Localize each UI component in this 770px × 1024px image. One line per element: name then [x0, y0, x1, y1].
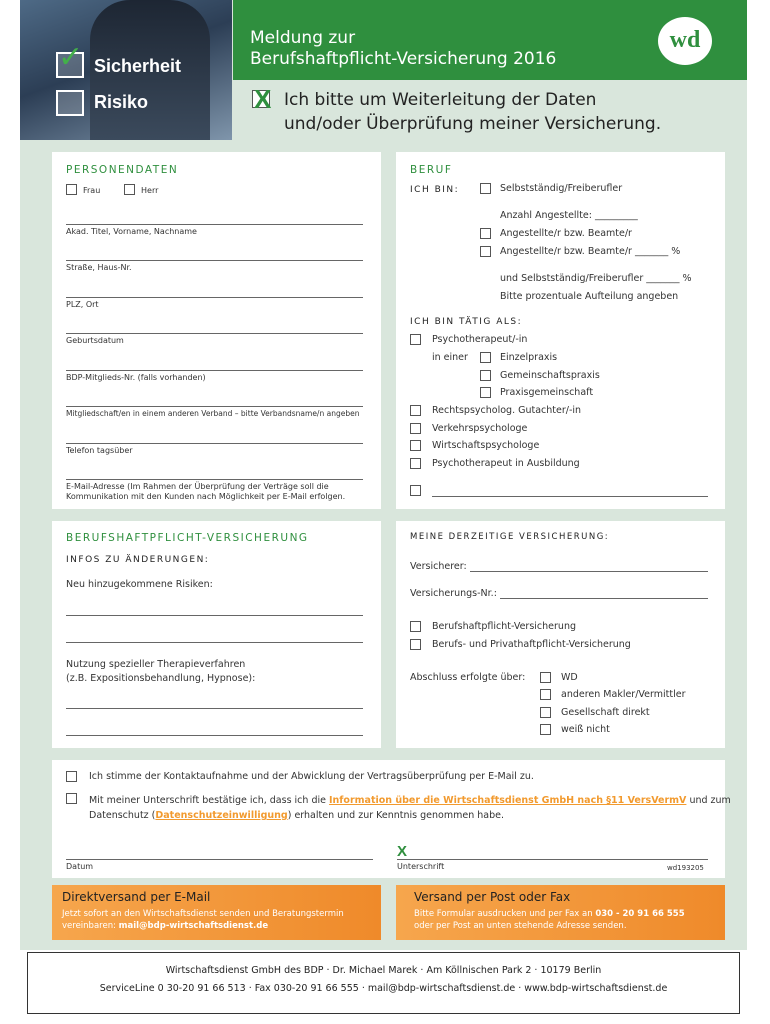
unterschrift-checkbox[interactable]	[66, 793, 77, 804]
gesellschaft-checkbox[interactable]	[540, 707, 551, 718]
name-input[interactable]	[66, 224, 363, 225]
beruf-title: BERUF	[410, 164, 453, 176]
photo-label-risiko: Risiko	[94, 92, 149, 112]
in-einer-label: in einer	[432, 352, 468, 363]
datenschutz-link[interactable]: Datenschutzeinwilligung	[155, 810, 288, 821]
bhv-title: BERUFSHAFTPFLICHT-VERSICHERUNG	[66, 532, 309, 544]
infos-title: INFOS ZU ÄNDERUNGEN:	[66, 555, 210, 565]
unterschrift-field-label: Unterschrift	[397, 862, 445, 871]
other-association-input[interactable]	[66, 406, 363, 407]
kontakt-label: Ich stimme der Kontaktaufnahme und der Abwicklung der Vertragsüberprüfung per E-Mail zu.	[89, 771, 534, 782]
gemeinschaftspraxis-label: Gemeinschaftspraxis	[500, 370, 600, 381]
praxisgemeinschaft-label: Praxisgemeinschaft	[500, 387, 594, 398]
rechtspsychologe-checkbox[interactable]	[410, 405, 421, 416]
ich-bin-label: ICH BIN:	[410, 185, 460, 195]
unterschrift-label: Mit meiner Unterschrift bestätige ich, dass ich die Information über die Wirtschaftsdienst GmbH nach §11 VersVermV und zum Datenschutz (Datenschutzeinwilligung) erhalten und zur Kenntnis genommen habe.	[89, 795, 731, 821]
makler-checkbox[interactable]	[540, 689, 551, 700]
member-number-label: BDP-Mitglieds-Nr. (falls vorhanden)	[66, 373, 206, 382]
verkehrspsychologe-checkbox[interactable]	[410, 423, 421, 434]
phone-input[interactable]	[66, 443, 363, 444]
prozent-hint: Bitte prozentuale Aufteilung angeben	[500, 291, 679, 302]
wirtschaftspsychologe-checkbox[interactable]	[410, 440, 421, 451]
bhv-label: Berufshaftpflicht-Versicherung	[432, 621, 576, 632]
berufs-privat-label: Berufs- und Privathaftpflicht-Versicherung	[432, 639, 631, 650]
street-input[interactable]	[66, 260, 363, 261]
nutzung-input-1[interactable]	[66, 708, 363, 709]
other-profession-checkbox[interactable]	[410, 485, 421, 496]
form-title: Meldung zur Berufshaftpflicht-Versicherung 2016	[250, 28, 557, 69]
member-number-input[interactable]	[66, 370, 363, 371]
verkehrspsychologe-label: Verkehrspsychologe	[432, 423, 528, 434]
direktversand-title: Direktversand per E-Mail	[62, 890, 211, 904]
selbststaendig-checkbox[interactable]	[480, 183, 491, 194]
angestellte-prozent-label: Angestellte/r bzw. Beamte/r _______ %	[500, 246, 681, 257]
datum-label: Datum	[66, 862, 94, 871]
other-profession-input[interactable]	[432, 496, 708, 497]
angestellte-prozent-checkbox[interactable]	[480, 246, 491, 257]
angestellte-label: Angestellte/r bzw. Beamte/r	[500, 228, 632, 239]
risiken-input-2[interactable]	[66, 642, 363, 643]
form-code: wd193205	[667, 864, 704, 872]
versicherungs-nr-label: Versicherungs-Nr.:	[410, 588, 497, 599]
selbststaendig-label: Selbstständig/Freiberufler	[500, 183, 623, 194]
praxisgemeinschaft-checkbox[interactable]	[480, 387, 491, 398]
nutzung-label: Nutzung spezieller Therapieverfahren (z.B. Expositionsbehandlung, Hypnose):	[66, 659, 256, 684]
weiss-nicht-checkbox[interactable]	[540, 724, 551, 735]
sign-x-icon: X	[397, 843, 408, 860]
info-link[interactable]: Information über die Wirtschaftsdienst GmbH nach §11 VersVermV	[329, 795, 687, 806]
risiken-input-1[interactable]	[66, 615, 363, 616]
psychotherapeut-checkbox[interactable]	[410, 334, 421, 345]
beruf-panel	[396, 152, 725, 509]
frau-label: Frau	[83, 186, 101, 195]
versicherung-title: MEINE DERZEITIGE VERSICHERUNG:	[410, 532, 610, 542]
wd-checkbox[interactable]	[540, 672, 551, 683]
plz-input[interactable]	[66, 297, 363, 298]
angestellte-checkbox[interactable]	[480, 228, 491, 239]
bhv-checkbox[interactable]	[410, 621, 421, 632]
photo-label-sicherheit: Sicherheit	[94, 56, 182, 76]
gesellschaft-label: Gesellschaft direkt	[561, 707, 650, 718]
ausbildung-checkbox[interactable]	[410, 458, 421, 469]
birthdate-input[interactable]	[66, 333, 363, 334]
datum-input[interactable]	[66, 859, 373, 860]
versicherer-input[interactable]	[470, 571, 708, 572]
check-icon: ✓	[58, 40, 84, 75]
einzelpraxis-checkbox[interactable]	[480, 352, 491, 363]
wd-label: WD	[561, 672, 578, 683]
plz-label: PLZ, Ort	[66, 300, 99, 309]
phone-label: Telefon tagsüber	[66, 446, 133, 455]
fax-number: 030 - 20 91 66 555	[595, 909, 685, 919]
abschluss-label: Abschluss erfolgte über:	[410, 672, 526, 683]
footer-box	[27, 952, 740, 1014]
side-green-bar	[723, 0, 747, 80]
einzelpraxis-label: Einzelpraxis	[500, 352, 558, 363]
footer-address: Wirtschaftsdienst GmbH des BDP · Dr. Michael Marek · Am Köllnischen Park 2 · 10179 Berlin	[165, 965, 602, 976]
kontakt-checkbox[interactable]	[66, 771, 77, 782]
weiss-nicht-label: weiß nicht	[561, 724, 610, 735]
photo-checkbox-unchecked	[56, 90, 84, 116]
frau-checkbox[interactable]	[66, 184, 77, 195]
selbst-prozent-field[interactable]: und Selbstständig/Freiberufler _______ %	[500, 273, 692, 284]
direktversand-email[interactable]: mail@bdp-wirtschaftsdienst.de	[118, 921, 269, 931]
gemeinschaftspraxis-checkbox[interactable]	[480, 370, 491, 381]
other-association-label: Mitgliedschaft/en in einem anderen Verband – bitte Verbandsname/n angeben	[66, 409, 360, 418]
footer-contact: ServiceLine 0 30-20 91 66 513 · Fax 030-20 91 66 555 · mail@bdp-wirtschaftsdienst.de · www.bdp-wirtschaftsdienst.de	[99, 983, 668, 994]
neue-risiken-label: Neu hinzugekommene Risiken:	[66, 579, 213, 590]
email-input[interactable]	[66, 479, 363, 480]
unterschrift-input[interactable]	[397, 859, 708, 860]
postversand-title: Versand per Post oder Fax	[414, 890, 571, 904]
direktversand-text: Jetzt sofort an den Wirtschaftsdienst senden und Beratungstermin vereinbaren: mail@bdp-wirtschaftsdienst.de	[62, 909, 344, 931]
postversand-text: Bitte Formular ausdrucken und per Fax an 030 - 20 91 66 555 oder per Post an unten stehende Adresse senden.	[414, 909, 685, 931]
name-label: Akad. Titel, Vorname, Nachname	[66, 227, 197, 236]
herr-label: Herr	[141, 186, 159, 195]
taetig-title: ICH BIN TÄTIG ALS:	[410, 317, 523, 327]
birthdate-label: Geburtsdatum	[66, 336, 124, 345]
request-headline: Ich bitte um Weiterleitung der Daten und/oder Überprüfung meiner Versicherung.	[284, 90, 662, 134]
header-photo	[20, 0, 232, 140]
email-label: E-Mail-Adresse (Im Rahmen der Überprüfung der Verträge soll die Kommunikation mit den Kunden nach Möglichkeit per E-Mail erfolgen.	[66, 482, 346, 501]
wirtschaftspsychologe-label: Wirtschaftspsychologe	[432, 440, 540, 451]
ausbildung-label: Psychotherapeut in Ausbildung	[432, 458, 580, 469]
makler-label: anderen Makler/Vermittler	[561, 689, 686, 700]
versicherer-label: Versicherer:	[410, 561, 467, 572]
versicherungs-nr-input[interactable]	[500, 598, 708, 599]
psychotherapeut-label: Psychotherapeut/-in	[432, 334, 528, 345]
berufs-privat-checkbox[interactable]	[410, 639, 421, 650]
x-mark-icon: X	[254, 84, 272, 114]
rechtspsychologe-label: Rechtspsycholog. Gutachter/-in	[432, 405, 582, 416]
personendaten-panel	[52, 152, 381, 509]
anzahl-angestellte-field[interactable]: Anzahl Angestellte: _________	[500, 210, 638, 221]
herr-checkbox[interactable]	[124, 184, 135, 195]
street-label: Straße, Haus-Nr.	[66, 263, 132, 272]
wd-logo: wd	[655, 14, 715, 68]
personendaten-title: PERSONENDATEN	[66, 164, 179, 176]
nutzung-input-2[interactable]	[66, 735, 363, 736]
